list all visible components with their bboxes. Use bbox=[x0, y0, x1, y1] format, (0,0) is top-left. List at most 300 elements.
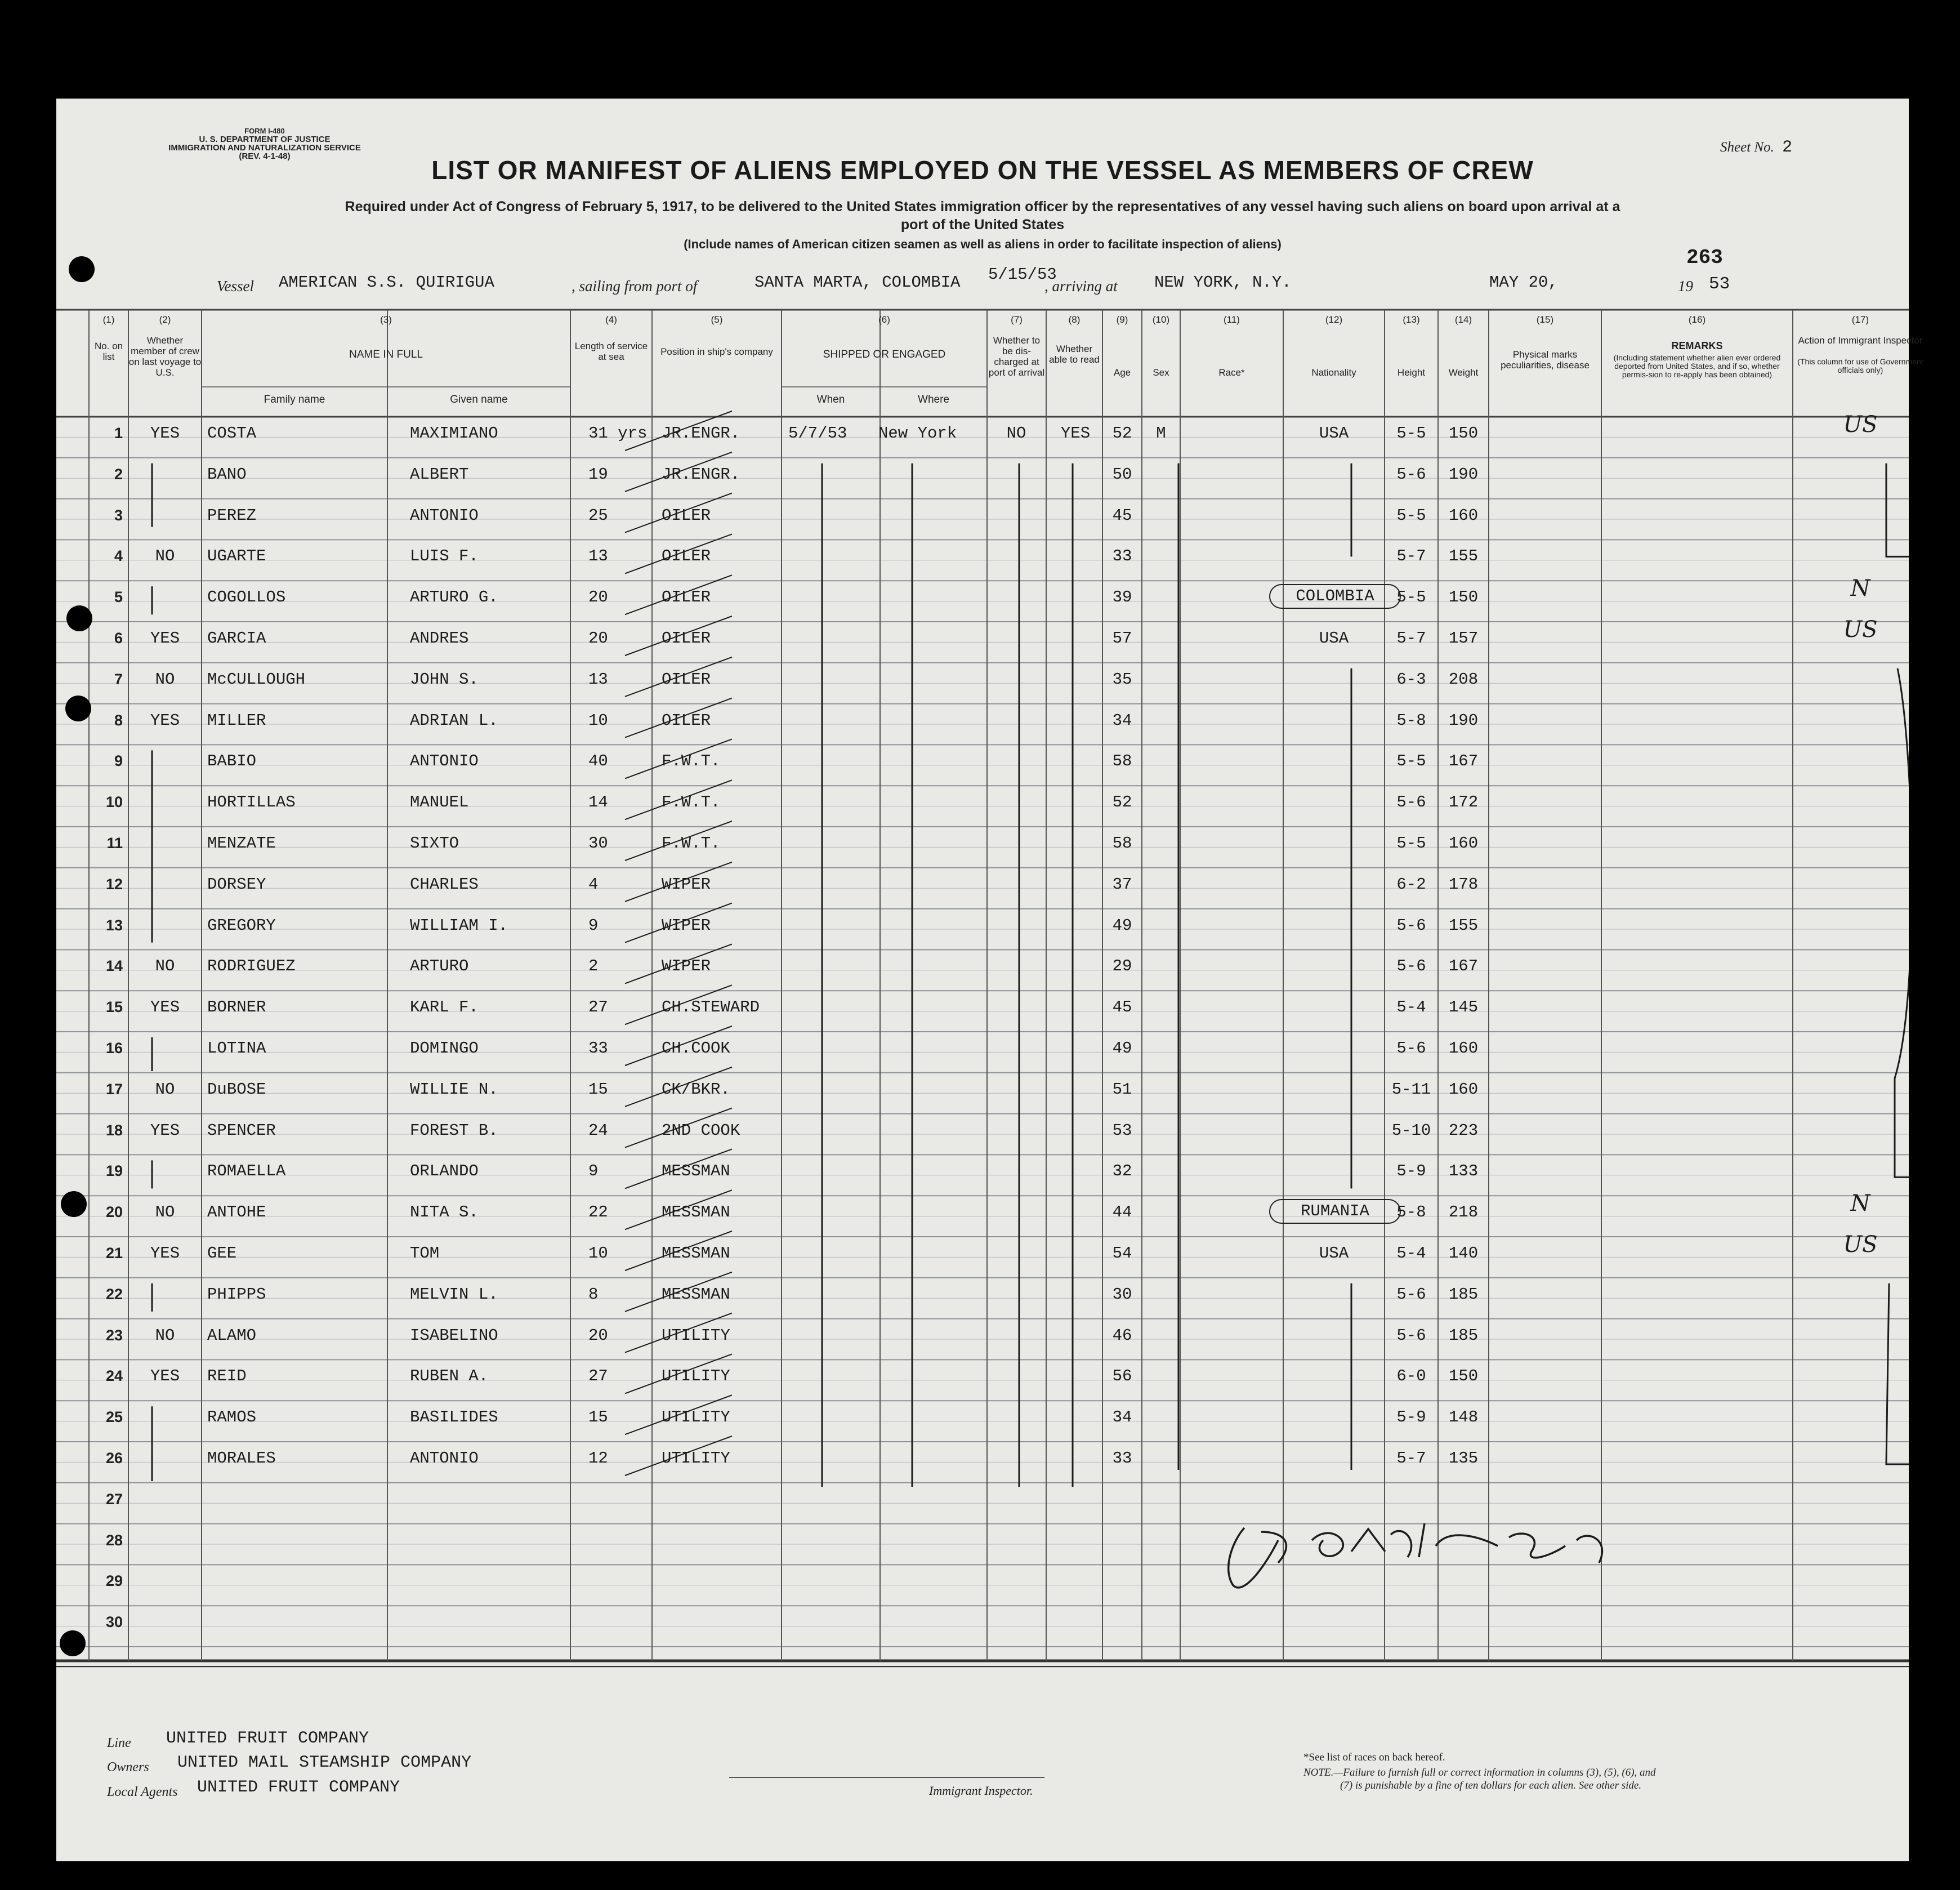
cell-prev: NO bbox=[155, 1326, 175, 1345]
column-header-weight: Weight bbox=[1448, 367, 1479, 378]
cell-age: 49 bbox=[1112, 916, 1132, 935]
row-number: 29 bbox=[105, 1572, 123, 1590]
cell-height: 5-6 bbox=[1396, 957, 1426, 976]
column-number-c11: (11) bbox=[1224, 314, 1240, 325]
cell-age: 51 bbox=[1112, 1080, 1132, 1099]
cell-weight: 167 bbox=[1448, 752, 1479, 771]
row-number: 18 bbox=[105, 1121, 123, 1139]
cell-position: OILER bbox=[662, 629, 711, 648]
column-header-name: NAME IN FULL bbox=[349, 349, 423, 360]
cell-position: JR.ENGR. bbox=[662, 424, 740, 443]
cell-position: OILER bbox=[662, 506, 711, 525]
cell-family: GEE bbox=[207, 1244, 237, 1263]
cell-height: 5-5 bbox=[1396, 834, 1426, 853]
cell-height: 5-9 bbox=[1396, 1162, 1426, 1181]
cell-height: 5-6 bbox=[1396, 1039, 1426, 1058]
column-number-c10: (10) bbox=[1152, 314, 1170, 325]
row-number: 14 bbox=[105, 957, 123, 975]
cell-height: 6-2 bbox=[1396, 875, 1426, 894]
cell-position: UTILITY bbox=[662, 1408, 730, 1427]
cell-service: 10 bbox=[588, 1244, 608, 1263]
cell-where: New York bbox=[878, 424, 957, 443]
cell-position: OILER bbox=[662, 670, 711, 689]
cell-height: 5-5 bbox=[1396, 506, 1426, 525]
cell-service: 13 bbox=[588, 547, 608, 566]
cell-age: 33 bbox=[1112, 1449, 1132, 1468]
cell-given: MANUEL bbox=[410, 793, 469, 812]
form-number: FORM I-480 bbox=[244, 127, 285, 135]
column-header-no: No. on list bbox=[94, 341, 123, 362]
agents-value: UNITED FRUIT COMPANY bbox=[197, 1778, 400, 1797]
cell-height: 5-4 bbox=[1396, 998, 1426, 1017]
column-header-previous-voyage: Whether member of crew on last voyage to U.S. bbox=[128, 335, 202, 378]
cell-service: 4 bbox=[588, 875, 599, 894]
column-number-c9: (9) bbox=[1116, 314, 1128, 325]
cell-position: OILER bbox=[662, 588, 711, 607]
service-name: IMMIGRATION AND NATURALIZATION SERVICE bbox=[168, 143, 361, 153]
cell-age: 50 bbox=[1112, 465, 1132, 484]
cell-service: 13 bbox=[588, 670, 608, 689]
sheet-number-label: Sheet No. 2 bbox=[1720, 138, 1793, 157]
row-number: 1 bbox=[114, 425, 123, 442]
cell-nationality: RUMANIA bbox=[1269, 1199, 1401, 1224]
note-penalty: NOTE.—Failure to furnish full or correct information in columns (3), (5), (6), and bbox=[1303, 1767, 1656, 1778]
cell-service: 15 bbox=[588, 1080, 608, 1099]
cell-service: 10 bbox=[588, 711, 608, 730]
column-number-c13: (13) bbox=[1403, 314, 1420, 325]
cell-height: 5-5 bbox=[1396, 424, 1426, 443]
column-number-c12: (12) bbox=[1325, 314, 1343, 325]
column-header-sex: Sex bbox=[1153, 367, 1169, 378]
row-number: 30 bbox=[105, 1613, 123, 1631]
column-header-given-name: Given name bbox=[450, 394, 508, 405]
row-number: 8 bbox=[114, 711, 123, 729]
cell-given: WILLIAM I. bbox=[410, 916, 508, 935]
row-number: 20 bbox=[105, 1203, 123, 1221]
cell-height: 5-7 bbox=[1396, 547, 1426, 566]
cell-family: COSTA bbox=[207, 424, 257, 443]
agents-label: Local Agents bbox=[107, 1785, 178, 1799]
arrival-year: 53 bbox=[1709, 274, 1730, 294]
row-number: 23 bbox=[105, 1326, 123, 1344]
line-label: Line bbox=[107, 1736, 131, 1750]
column-header-where: Where bbox=[918, 394, 949, 405]
row-number: 25 bbox=[105, 1408, 123, 1426]
cell-service: 12 bbox=[588, 1449, 608, 1468]
column-header-family-name: Family name bbox=[264, 394, 325, 405]
cell-position: MESSMAN bbox=[662, 1244, 730, 1263]
cell-family: LOTINA bbox=[207, 1039, 266, 1058]
column-number-c14: (14) bbox=[1454, 314, 1472, 325]
row-number: 24 bbox=[105, 1367, 123, 1385]
cell-family: ANTOHE bbox=[207, 1203, 266, 1222]
cell-position: MESSMAN bbox=[662, 1162, 730, 1181]
cell-weight: 218 bbox=[1448, 1203, 1479, 1222]
cell-weight: 185 bbox=[1448, 1285, 1479, 1304]
sailing-date: 5/15/53 bbox=[988, 265, 1057, 284]
cell-nationality: USA bbox=[1319, 1244, 1349, 1263]
cell-action: US bbox=[1843, 1232, 1878, 1258]
cell-height: 5-7 bbox=[1396, 629, 1426, 648]
page-title: LIST OR MANIFEST OF ALIENS EMPLOYED ON THE VESSEL AS MEMBERS OF CREW bbox=[431, 155, 1534, 185]
column-number-c17: (17) bbox=[1851, 314, 1869, 325]
cell-given: NITA S. bbox=[410, 1203, 479, 1222]
cell-given: ORLANDO bbox=[410, 1162, 479, 1181]
cell-position: OILER bbox=[662, 711, 711, 730]
cell-weight: 148 bbox=[1448, 1408, 1479, 1427]
row-number: 2 bbox=[114, 465, 123, 483]
inspector-label: Immigrant Inspector. bbox=[929, 1784, 1033, 1798]
cell-weight: 145 bbox=[1448, 998, 1479, 1017]
departure-port: SANTA MARTA, COLOMBIA bbox=[754, 273, 961, 292]
cell-position: CH.STEWARD bbox=[662, 998, 760, 1017]
cell-given: ANTONIO bbox=[410, 506, 479, 525]
cell-weight: 167 bbox=[1448, 957, 1479, 976]
column-header-shipped: SHIPPED OR ENGAGED bbox=[823, 349, 946, 360]
cell-age: 44 bbox=[1112, 1203, 1132, 1222]
cell-height: 5-11 bbox=[1391, 1080, 1431, 1099]
cell-prev: YES bbox=[150, 1367, 180, 1386]
cell-given: MAXIMIANO bbox=[410, 424, 498, 443]
subtitle-act: Required under Act of Congress of February 5, 1917, to be delivered to the United States immigration officer by the representatives of any vessel having such aliens on board upon arrival at a bbox=[345, 199, 1620, 215]
cell-prev: NO bbox=[155, 670, 175, 689]
cell-given: CHARLES bbox=[410, 875, 479, 894]
row-number: 3 bbox=[114, 506, 123, 524]
cell-position: JR.ENGR. bbox=[662, 465, 740, 484]
cell-prev: YES bbox=[150, 424, 180, 443]
cell-given: ISABELINO bbox=[410, 1326, 498, 1345]
punch-hole bbox=[69, 256, 95, 282]
cell-action: US bbox=[1843, 412, 1878, 438]
cell-weight: 157 bbox=[1448, 629, 1479, 648]
cell-discharged: NO bbox=[1006, 424, 1026, 443]
cell-age: 56 bbox=[1112, 1367, 1132, 1386]
cell-weight: 140 bbox=[1448, 1244, 1479, 1263]
column-header-height: Height bbox=[1397, 367, 1426, 378]
cell-age: 46 bbox=[1112, 1326, 1132, 1345]
cell-service: 2 bbox=[588, 957, 599, 976]
cell-given: FOREST B. bbox=[410, 1121, 498, 1140]
cell-weight: 160 bbox=[1448, 1080, 1479, 1099]
column-header-race: Race* bbox=[1218, 367, 1245, 378]
inspector-signature-line bbox=[729, 1777, 1044, 1778]
column-number-c3: (3) bbox=[380, 314, 392, 325]
cell-family: PHIPPS bbox=[207, 1285, 266, 1304]
cell-age: 45 bbox=[1112, 998, 1132, 1017]
cell-given: ANTONIO bbox=[410, 752, 479, 771]
cell-weight: 150 bbox=[1448, 588, 1479, 607]
cell-weight: 150 bbox=[1448, 1367, 1479, 1386]
owners-value: UNITED MAIL STEAMSHIP COMPANY bbox=[177, 1753, 472, 1772]
cell-age: 34 bbox=[1112, 1408, 1132, 1427]
form-revision: (REV. 4-1-48) bbox=[239, 151, 291, 161]
row-number: 19 bbox=[105, 1162, 123, 1180]
cell-action: N bbox=[1850, 576, 1870, 602]
cell-age: 29 bbox=[1112, 957, 1132, 976]
cell-position: OILER bbox=[662, 547, 711, 566]
column-header-service: Length of service at sea bbox=[574, 341, 648, 362]
cell-height: 5-6 bbox=[1396, 1285, 1426, 1304]
row-number: 7 bbox=[114, 670, 123, 688]
cell-family: REID bbox=[207, 1367, 247, 1386]
cell-family: HORTILLAS bbox=[207, 793, 296, 812]
ink-mark bbox=[1886, 463, 1909, 557]
sheet-number: 2 bbox=[1782, 138, 1793, 157]
cell-family: McCULLOUGH bbox=[207, 670, 306, 689]
cell-family: BABIO bbox=[207, 752, 257, 771]
cell-family: ALAMO bbox=[207, 1326, 257, 1345]
cell-given: RUBEN A. bbox=[410, 1367, 489, 1386]
punch-hole bbox=[65, 696, 91, 721]
year-prefix: 19 bbox=[1678, 278, 1693, 295]
row-number: 13 bbox=[105, 916, 123, 934]
cell-prev: YES bbox=[150, 1121, 180, 1140]
cell-age: 53 bbox=[1112, 1121, 1132, 1140]
cell-prev: NO bbox=[155, 1080, 175, 1099]
cell-prev: NO bbox=[155, 547, 175, 566]
cell-service: 40 bbox=[588, 752, 608, 771]
cell-age: 30 bbox=[1112, 1285, 1132, 1304]
cell-position: WIPER bbox=[662, 957, 711, 976]
row-number: 4 bbox=[114, 547, 123, 565]
row-number: 11 bbox=[106, 835, 123, 852]
cell-weight: 160 bbox=[1448, 834, 1479, 853]
cell-family: RODRIGUEZ bbox=[207, 957, 296, 976]
column-header-position: Position in ship's company bbox=[660, 346, 773, 357]
row-number: 21 bbox=[105, 1245, 123, 1262]
vessel-label: Vessel bbox=[217, 278, 254, 295]
cell-weight: 178 bbox=[1448, 875, 1479, 894]
cell-age: 52 bbox=[1112, 424, 1132, 443]
column-header-remarks: REMARKS bbox=[1671, 340, 1723, 351]
cell-service: 15 bbox=[588, 1408, 608, 1427]
row-number: 9 bbox=[114, 752, 123, 770]
column-number-c7: (7) bbox=[1011, 314, 1023, 325]
cell-given: ADRIAN L. bbox=[410, 711, 498, 730]
cell-position: 2ND COOK bbox=[662, 1121, 740, 1140]
cell-given: BASILIDES bbox=[410, 1408, 498, 1427]
cell-given: KARL F. bbox=[410, 998, 479, 1017]
cell-position: UTILITY bbox=[662, 1326, 730, 1345]
cell-action: N bbox=[1850, 1191, 1870, 1217]
column-header-nationality: Nationality bbox=[1311, 367, 1356, 378]
cell-weight: 223 bbox=[1448, 1121, 1479, 1140]
cell-family: GARCIA bbox=[207, 629, 266, 648]
punch-hole bbox=[61, 1191, 87, 1217]
cell-age: 49 bbox=[1112, 1039, 1132, 1058]
cell-height: 5-5 bbox=[1396, 752, 1426, 771]
cell-position: WIPER bbox=[662, 916, 711, 935]
cell-nationality: USA bbox=[1319, 424, 1349, 443]
cell-position: F.W.T. bbox=[662, 834, 721, 853]
cell-weight: 190 bbox=[1448, 465, 1479, 484]
cell-nationality: USA bbox=[1319, 629, 1349, 648]
cell-given: ALBERT bbox=[410, 465, 469, 484]
cell-service: 22 bbox=[588, 1203, 608, 1222]
cell-prev: YES bbox=[150, 998, 180, 1017]
cell-age: 32 bbox=[1112, 1162, 1132, 1181]
cell-given: ANTONIO bbox=[410, 1449, 479, 1468]
row-number: 6 bbox=[114, 630, 123, 647]
line-value: UNITED FRUIT COMPANY bbox=[166, 1729, 369, 1748]
column-number-c4: (4) bbox=[605, 314, 617, 325]
cell-position: CH.COOK bbox=[662, 1039, 730, 1058]
cell-height: 5-8 bbox=[1396, 711, 1426, 730]
cell-height: 5-8 bbox=[1396, 1203, 1426, 1222]
row-number: 17 bbox=[105, 1080, 123, 1098]
row-number: 22 bbox=[105, 1285, 123, 1303]
cell-service: 9 bbox=[588, 1162, 599, 1181]
cell-prev: YES bbox=[150, 629, 180, 648]
cell-family: ROMAELLA bbox=[207, 1162, 286, 1181]
cell-weight: 160 bbox=[1448, 1039, 1479, 1058]
column-number-c2: (2) bbox=[159, 314, 171, 325]
cell-family: SPENCER bbox=[207, 1121, 276, 1140]
cell-family: MENZATE bbox=[207, 834, 276, 853]
cell-position: MESSMAN bbox=[662, 1285, 730, 1304]
cell-height: 5-10 bbox=[1391, 1121, 1431, 1140]
cell-height: 5-6 bbox=[1396, 1326, 1426, 1345]
column-header-discharged: Whether to be dis-charged at port of arrival bbox=[988, 335, 1045, 378]
cell-height: 5-9 bbox=[1396, 1408, 1426, 1427]
arriving-label: , arriving at bbox=[1044, 278, 1118, 295]
cell-weight: 150 bbox=[1448, 424, 1479, 443]
cell-family: MILLER bbox=[207, 711, 266, 730]
column-header-when: When bbox=[816, 394, 845, 405]
cell-position: F.W.T. bbox=[662, 793, 721, 812]
cell-position: UTILITY bbox=[662, 1367, 730, 1386]
cell-weight: 160 bbox=[1448, 506, 1479, 525]
cell-family: PEREZ bbox=[207, 506, 257, 525]
cell-age: 57 bbox=[1112, 629, 1132, 648]
manifest-sheet bbox=[56, 99, 1923, 1861]
note-races: *See list of races on back hereof. bbox=[1303, 1751, 1445, 1763]
ink-mark bbox=[1886, 1283, 1909, 1464]
cell-prev: YES bbox=[150, 711, 180, 730]
cell-given: SIXTO bbox=[410, 834, 459, 853]
cell-read: YES bbox=[1060, 424, 1091, 443]
cell-service: 14 bbox=[588, 793, 608, 812]
cell-service: 25 bbox=[588, 506, 608, 525]
cell-family: GREGORY bbox=[207, 916, 276, 935]
row-number: 5 bbox=[114, 589, 123, 606]
cell-family: DORSEY bbox=[207, 875, 266, 894]
cell-age: 33 bbox=[1112, 547, 1132, 566]
cell-prev: NO bbox=[155, 957, 175, 976]
row-number: 16 bbox=[105, 1040, 123, 1057]
cell-weight: 135 bbox=[1448, 1449, 1479, 1468]
column-number-c8: (8) bbox=[1068, 314, 1081, 325]
cell-family: MORALES bbox=[207, 1449, 276, 1468]
cell-weight: 155 bbox=[1448, 547, 1479, 566]
cell-weight: 133 bbox=[1448, 1162, 1479, 1181]
cell-family: RAMOS bbox=[207, 1408, 257, 1427]
column-number-c5: (5) bbox=[711, 314, 723, 325]
cell-height: 5-5 bbox=[1396, 588, 1426, 607]
row-number: 26 bbox=[105, 1450, 123, 1466]
cell-given: MELVIN L. bbox=[410, 1285, 498, 1304]
column-header-inspector-sub: (This column for use of Government officials only) bbox=[1797, 357, 1923, 375]
cell-age: 58 bbox=[1112, 834, 1132, 853]
cell-weight: 172 bbox=[1448, 793, 1479, 812]
column-header-inspector-action: Action of Immigrant Inspector bbox=[1798, 335, 1923, 346]
department-name: U. S. DEPARTMENT OF JUSTICE bbox=[199, 135, 331, 144]
cell-service: 27 bbox=[588, 998, 608, 1017]
column-number-c15: (15) bbox=[1536, 314, 1554, 325]
punch-hole bbox=[60, 1630, 86, 1656]
cell-age: 45 bbox=[1112, 506, 1132, 525]
cell-age: 34 bbox=[1112, 711, 1132, 730]
cell-service: 30 bbox=[588, 834, 608, 853]
cell-given: ARTURO bbox=[410, 957, 469, 976]
row-number: 27 bbox=[105, 1490, 123, 1508]
row-number: 10 bbox=[105, 794, 123, 811]
cell-height: 5-6 bbox=[1396, 465, 1426, 484]
cell-prev: YES bbox=[150, 1244, 180, 1263]
cell-age: 35 bbox=[1112, 670, 1132, 689]
column-number-c1: (1) bbox=[102, 314, 115, 325]
row-number: 28 bbox=[105, 1531, 123, 1549]
cell-position: WIPER bbox=[662, 875, 711, 894]
column-header-read: Whether able to read bbox=[1049, 344, 1100, 365]
punch-hole bbox=[66, 605, 92, 631]
row-number: 15 bbox=[105, 999, 123, 1016]
cell-given: WILLIE N. bbox=[410, 1080, 498, 1099]
subtitle-include: (Include names of American citizen seamen as well as aliens in order to facilitate inspection of aliens) bbox=[684, 237, 1282, 251]
cell-weight: 185 bbox=[1448, 1326, 1479, 1345]
cell-service: 9 bbox=[588, 916, 599, 935]
owners-label: Owners bbox=[107, 1760, 149, 1775]
cell-service: 20 bbox=[588, 629, 608, 648]
cell-service: 8 bbox=[588, 1285, 599, 1304]
column-header-age: Age bbox=[1113, 367, 1131, 378]
cell-given: DOMINGO bbox=[410, 1039, 479, 1058]
cell-age: 52 bbox=[1112, 793, 1132, 812]
cell-given: TOM bbox=[410, 1244, 440, 1263]
stamp-number: 263 bbox=[1686, 246, 1723, 269]
note-penalty-cont: (7) is punishable by a fine of ten dollars for each alien. See other side. bbox=[1340, 1780, 1642, 1791]
cell-service: 31 yrs bbox=[588, 424, 648, 443]
cell-age: 39 bbox=[1112, 588, 1132, 607]
row-number: 12 bbox=[105, 875, 123, 893]
cell-given: LUIS F. bbox=[410, 547, 479, 566]
cell-service: 20 bbox=[588, 1326, 608, 1345]
cell-family: UGARTE bbox=[207, 547, 266, 566]
cell-given: ARTURO G. bbox=[410, 588, 498, 607]
cell-height: 6-3 bbox=[1396, 670, 1426, 689]
arrival-port: NEW YORK, N.Y. bbox=[1154, 273, 1292, 292]
column-number-c6: (6) bbox=[878, 314, 890, 325]
cell-height: 5-6 bbox=[1396, 793, 1426, 812]
cell-age: 58 bbox=[1112, 752, 1132, 771]
cell-height: 5-7 bbox=[1396, 1449, 1426, 1468]
cell-position: F.W.T. bbox=[662, 752, 721, 771]
cell-age: 54 bbox=[1112, 1244, 1132, 1263]
cell-when: 5/7/53 bbox=[788, 424, 847, 443]
cell-age: 37 bbox=[1112, 875, 1132, 894]
column-header-physical-marks: Physical marks peculiarities, disease bbox=[1501, 349, 1590, 371]
cell-family: COGOLLOS bbox=[207, 588, 286, 607]
cell-family: BANO bbox=[207, 465, 247, 484]
cell-weight: 155 bbox=[1448, 916, 1479, 935]
subtitle-port: port of the United States bbox=[900, 217, 1065, 233]
cell-prev: NO bbox=[155, 1203, 175, 1222]
column-number-c16: (16) bbox=[1688, 314, 1706, 325]
cell-service: 33 bbox=[588, 1039, 608, 1058]
cell-action: US bbox=[1843, 617, 1878, 643]
column-header-remarks-sub: (Including statement whether alien ever ordered deported from United States, and if so, whether permis-sion to re-apply has been obtained) bbox=[1613, 353, 1781, 379]
cell-given: JOHN S. bbox=[410, 670, 479, 689]
